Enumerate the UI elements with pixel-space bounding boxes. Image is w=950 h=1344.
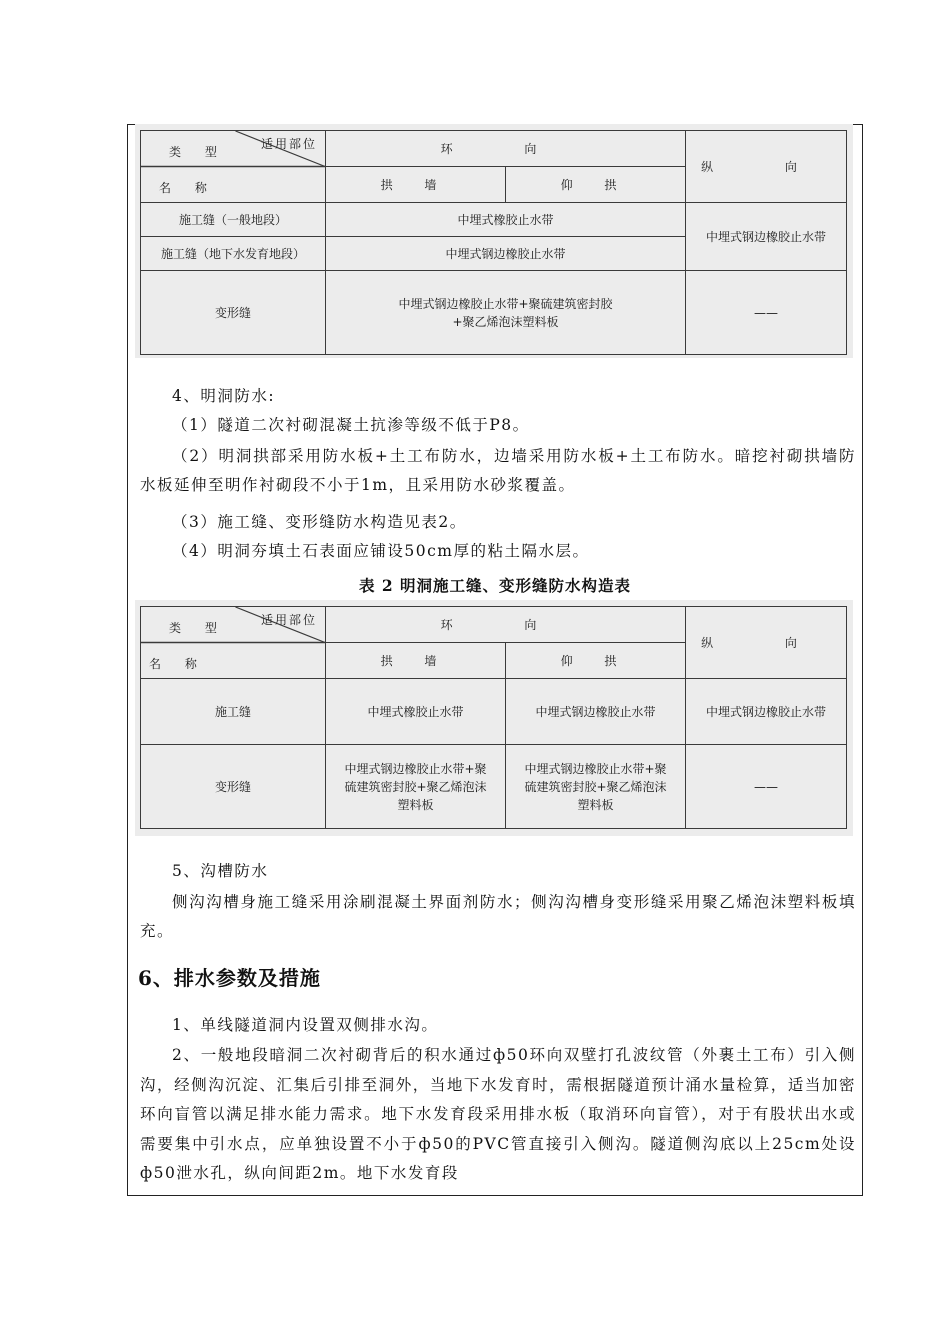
table2-corner-top: 适用部位 <box>261 613 318 627</box>
table1-long-merged: 中埋式钢边橡胶止水带 <box>686 203 847 271</box>
table1-corner-name: 名 称 <box>159 181 217 195</box>
table2-header-long: 纵 向 <box>686 607 847 679</box>
section4-item4: （4）明洞夯填土石表面应铺设50cm厚的粘土隔水层。 <box>172 542 590 560</box>
frame-corner-right <box>853 124 863 125</box>
table1-row3-name: 变形缝 <box>141 271 326 355</box>
table2-row1-invert: 中埋式钢边橡胶止水带 <box>506 679 686 745</box>
table1-header-ring: 环 向 <box>326 131 686 167</box>
table2-row1-name: 施工缝 <box>141 679 326 745</box>
table1-row1-ring: 中埋式橡胶止水带 <box>326 203 686 237</box>
table2-header-invert: 仰 拱 <box>506 643 686 679</box>
table2-caption: 表 2 明洞施工缝、变形缝防水构造表 <box>358 576 632 595</box>
table2-row1-long: 中埋式钢边橡胶止水带 <box>686 679 847 745</box>
section4-item1: （1）隧道二次衬砌混凝土抗渗等级不低于P8。 <box>172 416 530 434</box>
section5-title: 5、沟槽防水 <box>172 862 269 880</box>
table1-row3-ring: 中埋式钢边橡胶止水带+聚硫建筑密封胶+聚乙烯泡沫塑料板 <box>326 271 686 355</box>
table1 <box>140 130 847 355</box>
table1-corner-type: 类 型 <box>169 145 227 159</box>
table1-row2-ring: 中埋式钢边橡胶止水带 <box>326 237 686 271</box>
table1-row2-name: 施工缝（地下水发育地段） <box>141 237 326 271</box>
table2-header-ring: 环 向 <box>326 607 686 643</box>
table2-header-arch: 拱 墙 <box>326 643 506 679</box>
section4-item2: （2）明洞拱部采用防水板+土工布防水，边墙采用防水板+土工布防水。暗挖衬砌拱墙防水板延伸至明作衬砌段不小于1m，且采用防水砂浆覆盖。 <box>140 447 856 494</box>
section6-p2: 2、一般地段暗洞二次衬砌背后的积水通过ф50环向双壁打孔波纹管（外裹土工布）引入侧沟，经侧沟沉淀、汇集后引排至洞外，当地下水发育时，需根据隧道预计涌水量检算，适当加密环向盲管以满足排水能力需求。地下水发育段采用排水板（取消环向盲管），对于有股状出水或需要集中引水点，应单独设置不小于ф50的PVC管直接引入侧沟。隧道侧沟底以上25cm处设ф50泄水孔，纵向间距2m。地下水发育段 <box>140 1046 856 1182</box>
table1-header-long: 纵 向 <box>686 131 847 203</box>
table1-row3-long: —— <box>686 271 847 355</box>
section4-title: 4、明洞防水: <box>172 387 276 405</box>
section4-item3: （3）施工缝、变形缝防水构造见表2。 <box>172 513 467 531</box>
table2-row2-invert: 中埋式钢边橡胶止水带+聚硫建筑密封胶+聚乙烯泡沫塑料板 <box>506 745 686 829</box>
section6-heading: 6、排水参数及措施 <box>138 966 321 990</box>
table1-corner-top: 适用部位 <box>261 137 318 151</box>
table2-corner-cell <box>141 607 326 679</box>
table2-row2-arch: 中埋式钢边橡胶止水带+聚硫建筑密封胶+聚乙烯泡沫塑料板 <box>326 745 506 829</box>
table1-corner-cell <box>141 131 326 203</box>
section5-text: 侧沟沟槽身施工缝采用涂刷混凝土界面剂防水；侧沟沟槽身变形缝采用聚乙烯泡沫塑料板填充。 <box>140 893 856 940</box>
table2 <box>140 606 847 829</box>
table2-row1-arch: 中埋式橡胶止水带 <box>326 679 506 745</box>
table2-corner-type: 类 型 <box>169 621 227 635</box>
table1-header-arch: 拱 墙 <box>326 167 506 203</box>
table2-row2-name: 变形缝 <box>141 745 326 829</box>
table1-header-invert: 仰 拱 <box>506 167 686 203</box>
section6-p1: 1、单线隧道洞内设置双侧排水沟。 <box>172 1016 439 1034</box>
table1-row1-name: 施工缝（一般地段） <box>141 203 326 237</box>
table2-corner-name: 名 称 <box>149 657 207 671</box>
table2-row2-long: —— <box>686 745 847 829</box>
